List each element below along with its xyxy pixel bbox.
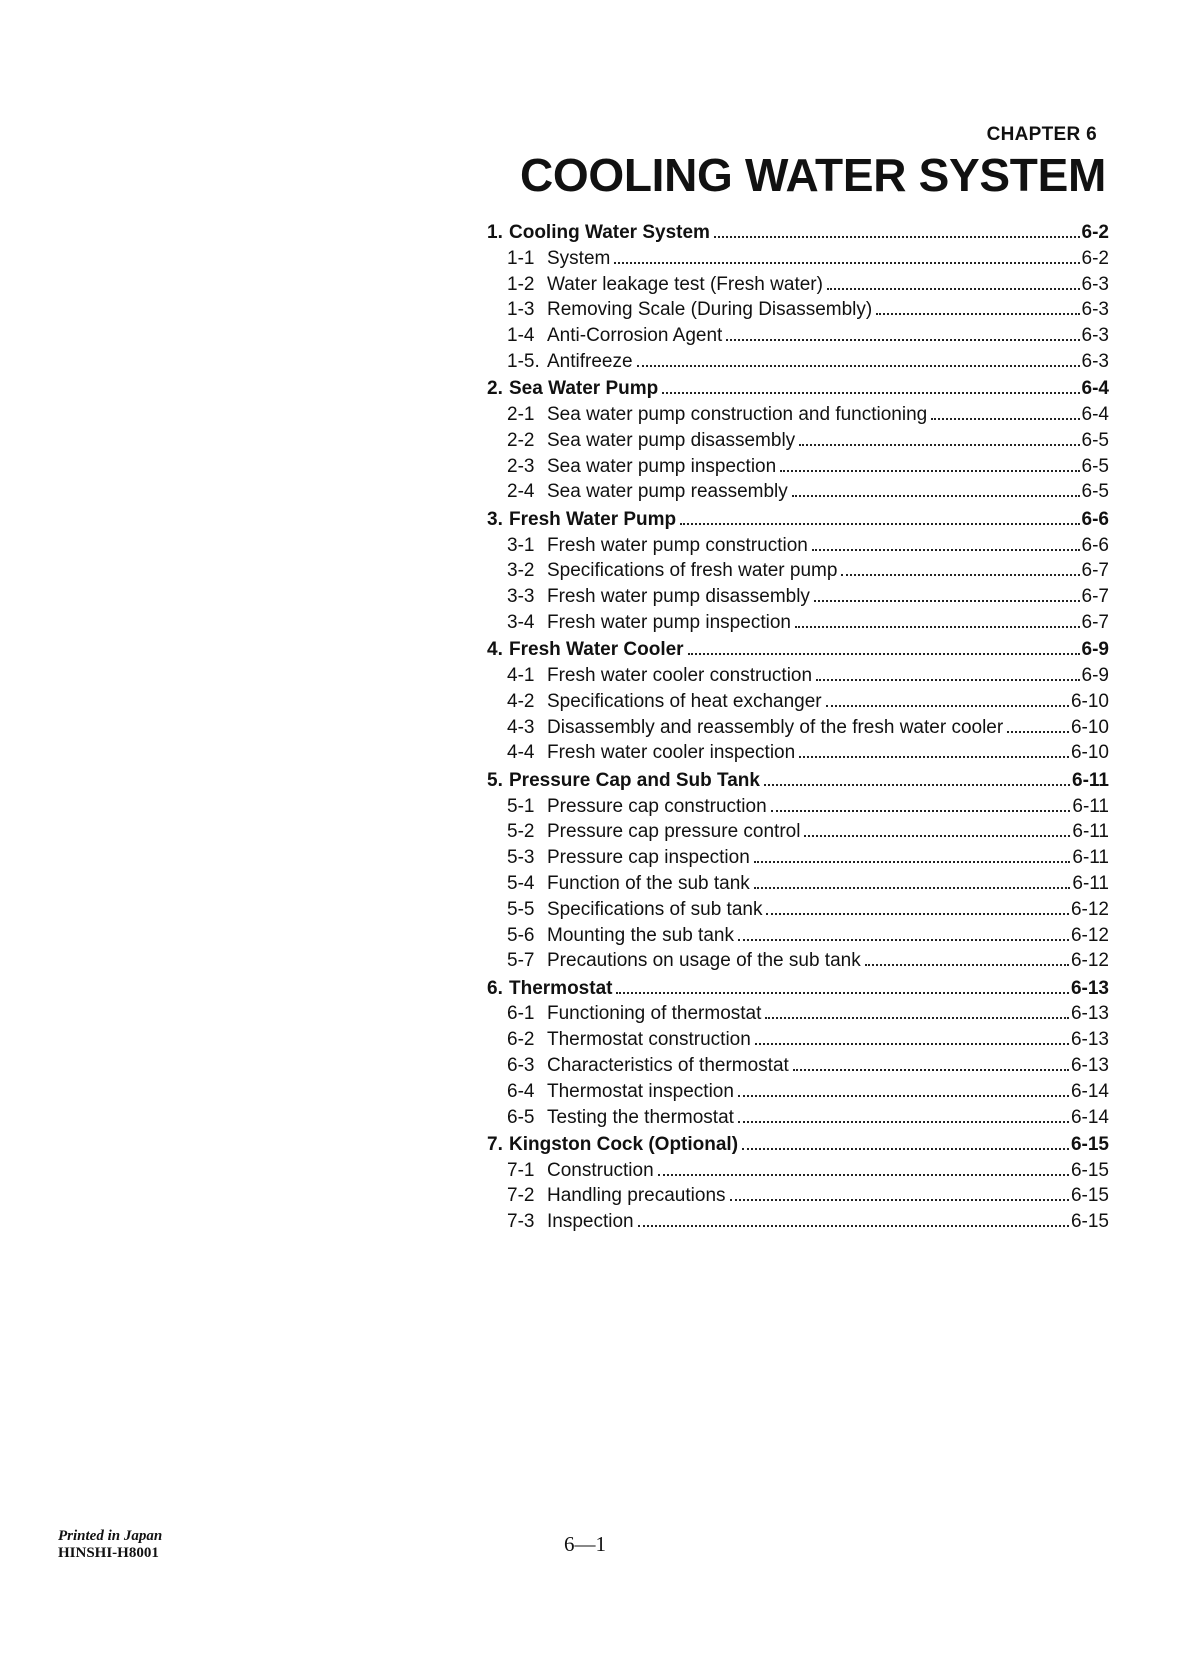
toc-section bbox=[487, 978, 1109, 1133]
toc-entry-page: 6-9 bbox=[1081, 639, 1109, 661]
toc-entry-number: 3. bbox=[487, 508, 503, 530]
toc-subsection-entry bbox=[487, 274, 1109, 300]
toc-subsection-entry bbox=[487, 796, 1109, 822]
table-of-contents bbox=[487, 222, 1109, 1239]
toc-subsection-entry bbox=[487, 404, 1109, 430]
dot-leader bbox=[814, 600, 1080, 602]
toc-entry-page: 6-12 bbox=[1070, 898, 1109, 920]
toc-subsection-entry bbox=[487, 1107, 1109, 1133]
toc-entry-number: 2-4 bbox=[507, 481, 535, 503]
dot-leader bbox=[714, 236, 1080, 238]
toc-entry-number: 4. bbox=[487, 639, 503, 661]
toc-entry-title: Cooling Water System bbox=[509, 222, 710, 243]
toc-entry-page: 6-9 bbox=[1081, 665, 1109, 687]
toc-subsection-entry bbox=[487, 899, 1109, 925]
toc-entry-page: 6-3 bbox=[1081, 299, 1109, 321]
dot-leader bbox=[931, 418, 1079, 420]
toc-entry-number: 4-1 bbox=[507, 665, 535, 687]
toc-entry-page: 6-6 bbox=[1081, 508, 1109, 530]
toc-entry-title: System bbox=[547, 247, 611, 269]
toc-entry-title: Fresh water cooler inspection bbox=[547, 742, 796, 764]
toc-section-entry bbox=[487, 509, 1109, 535]
toc-entry-number: 3-1 bbox=[507, 534, 535, 556]
toc-entry-page: 6-3 bbox=[1081, 350, 1109, 372]
toc-entry-page: 6-4 bbox=[1081, 404, 1109, 426]
toc-section bbox=[487, 770, 1109, 976]
toc-subsection-entry bbox=[487, 1185, 1109, 1211]
toc-entry-number: 5-3 bbox=[507, 847, 535, 869]
document-code: HINSHI-H8001 bbox=[58, 1545, 159, 1561]
toc-subsection-entry bbox=[487, 691, 1109, 717]
toc-entry-title: Function of the sub tank bbox=[547, 872, 750, 894]
dot-leader bbox=[730, 1199, 1069, 1201]
toc-entry-title: Thermostat construction bbox=[547, 1029, 751, 1051]
toc-entry-title: Sea water pump reassembly bbox=[547, 481, 788, 503]
toc-entry-page: 6-10 bbox=[1070, 690, 1109, 712]
toc-subsection-entry bbox=[487, 481, 1109, 507]
dot-leader bbox=[688, 653, 1080, 655]
dot-leader bbox=[658, 1174, 1069, 1176]
toc-entry-number: 2. bbox=[487, 378, 503, 400]
toc-entry-page: 6-3 bbox=[1081, 325, 1109, 347]
dot-leader bbox=[614, 262, 1079, 264]
toc-entry-number: 2-3 bbox=[507, 455, 535, 477]
printed-note bbox=[58, 1528, 162, 1562]
toc-entry-title: Construction bbox=[547, 1159, 654, 1181]
toc-entry-title: Fresh Water Cooler bbox=[509, 639, 684, 661]
toc-subsection-entry bbox=[487, 612, 1109, 638]
dot-leader bbox=[765, 1017, 1069, 1019]
toc-entry-page: 6-11 bbox=[1072, 769, 1109, 791]
toc-entry-number: 5-5 bbox=[507, 898, 535, 920]
toc-section-entry bbox=[487, 978, 1109, 1004]
dot-leader bbox=[755, 1043, 1069, 1045]
toc-entry-title: Pressure Cap and Sub Tank bbox=[509, 769, 760, 791]
toc-entry-page: 6-7 bbox=[1081, 560, 1109, 582]
toc-subsection-entry bbox=[487, 325, 1109, 351]
dot-leader bbox=[792, 495, 1080, 497]
toc-entry-number: 7-3 bbox=[507, 1211, 535, 1233]
toc-entry-title: Sea water pump construction and functioning bbox=[547, 404, 928, 426]
toc-entry-page: 6-12 bbox=[1070, 950, 1109, 972]
toc-entry-page: 6-15 bbox=[1070, 1211, 1109, 1233]
toc-entry-page: 6-7 bbox=[1081, 611, 1109, 633]
toc-entry-page: 6-10 bbox=[1070, 716, 1109, 738]
toc-entry-number: 1. bbox=[487, 222, 503, 243]
toc-subsection-entry bbox=[487, 560, 1109, 586]
toc-section bbox=[487, 1134, 1109, 1237]
dot-leader bbox=[795, 626, 1080, 628]
dot-leader bbox=[826, 705, 1069, 707]
toc-entry-title: Disassembly and reassembly of the fresh water cooler bbox=[547, 716, 1004, 738]
toc-entry-number: 4-2 bbox=[507, 690, 535, 712]
toc-subsection-entry bbox=[487, 351, 1109, 377]
toc-subsection-entry bbox=[487, 1160, 1109, 1186]
toc-entry-page: 6-6 bbox=[1081, 534, 1109, 556]
toc-entry-title: Specifications of fresh water pump bbox=[547, 560, 838, 582]
toc-entry-page: 6-5 bbox=[1081, 429, 1109, 451]
toc-entry-page: 6-11 bbox=[1072, 795, 1109, 817]
toc-entry-title: Functioning of thermostat bbox=[547, 1003, 762, 1025]
toc-entry-title: Sea water pump inspection bbox=[547, 455, 777, 477]
toc-entry-title: Fresh Water Pump bbox=[509, 508, 677, 530]
toc-section bbox=[487, 378, 1109, 507]
toc-entry-number: 1-5. bbox=[507, 350, 540, 372]
toc-subsection-entry bbox=[487, 717, 1109, 743]
toc-entry-title: Pressure cap construction bbox=[547, 795, 767, 817]
toc-subsection-entry bbox=[487, 456, 1109, 482]
toc-entry-page: 6-2 bbox=[1081, 222, 1109, 243]
toc-entry-title: Inspection bbox=[547, 1211, 634, 1233]
toc-entry-number: 7-2 bbox=[507, 1185, 535, 1207]
toc-section bbox=[487, 509, 1109, 638]
toc-entry-number: 1-4 bbox=[507, 325, 535, 347]
toc-subsection-entry bbox=[487, 873, 1109, 899]
toc-entry-number: 5. bbox=[487, 769, 503, 791]
toc-entry-number: 7-1 bbox=[507, 1159, 535, 1181]
toc-entry-title: Handling precautions bbox=[547, 1185, 726, 1207]
dot-leader bbox=[638, 1225, 1069, 1227]
toc-subsection-entry bbox=[487, 1029, 1109, 1055]
toc-subsection-entry bbox=[487, 742, 1109, 768]
toc-entry-number: 3-2 bbox=[507, 560, 535, 582]
dot-leader bbox=[754, 861, 1071, 863]
dot-leader bbox=[1007, 731, 1069, 733]
dot-leader bbox=[616, 992, 1069, 994]
toc-subsection-entry bbox=[487, 665, 1109, 691]
dot-leader bbox=[812, 549, 1080, 551]
toc-entry-number: 6-4 bbox=[507, 1080, 535, 1102]
page-number: 6—1 bbox=[564, 1532, 606, 1556]
toc-entry-page: 6-13 bbox=[1070, 1003, 1109, 1025]
toc-entry-title: Thermostat bbox=[509, 977, 613, 999]
toc-entry-number: 6. bbox=[487, 977, 503, 999]
dot-leader bbox=[680, 523, 1079, 525]
toc-entry-title: Fresh water pump inspection bbox=[547, 611, 791, 633]
toc-entry-title: Water leakage test (Fresh water) bbox=[547, 273, 823, 295]
toc-entry-title: Fresh water cooler construction bbox=[547, 665, 813, 687]
dot-leader bbox=[799, 756, 1069, 758]
toc-entry-number: 6-1 bbox=[507, 1003, 535, 1025]
toc-entry-title: Removing Scale (During Disassembly) bbox=[547, 299, 873, 321]
dot-leader bbox=[876, 313, 1079, 315]
toc-entry-number: 3-3 bbox=[507, 586, 535, 608]
toc-section-entry bbox=[487, 639, 1109, 665]
dot-leader bbox=[742, 1148, 1069, 1150]
toc-entry-page: 6-3 bbox=[1081, 273, 1109, 295]
printed-in-text: Printed in Japan bbox=[58, 1528, 163, 1544]
dot-leader bbox=[637, 365, 1080, 367]
toc-entry-number: 5-2 bbox=[507, 821, 535, 843]
toc-section bbox=[487, 639, 1109, 768]
dot-leader bbox=[793, 1069, 1069, 1071]
toc-entry-title: Fresh water pump disassembly bbox=[547, 586, 810, 608]
toc-entry-page: 6-7 bbox=[1081, 586, 1109, 608]
toc-entry-number: 1-2 bbox=[507, 273, 535, 295]
toc-entry-page: 6-5 bbox=[1081, 455, 1109, 477]
toc-entry-page: 6-12 bbox=[1070, 924, 1109, 946]
toc-entry-title: Anti-Corrosion Agent bbox=[547, 325, 723, 347]
toc-section-entry bbox=[487, 1134, 1109, 1160]
toc-entry-title: Sea Water Pump bbox=[509, 378, 659, 400]
toc-entry-page: 6-14 bbox=[1070, 1106, 1109, 1128]
toc-entry-page: 6-2 bbox=[1081, 247, 1109, 269]
toc-entry-page: 6-11 bbox=[1072, 847, 1109, 869]
toc-entry-page: 6-13 bbox=[1070, 1029, 1109, 1051]
toc-entry-number: 5-7 bbox=[507, 950, 535, 972]
toc-subsection-entry bbox=[487, 1211, 1109, 1237]
toc-subsection-entry bbox=[487, 1003, 1109, 1029]
toc-entry-title: Testing the thermostat bbox=[547, 1106, 734, 1128]
toc-entry-number: 6-5 bbox=[507, 1106, 535, 1128]
toc-entry-title: Characteristics of thermostat bbox=[547, 1055, 789, 1076]
toc-entry-title: Fresh water pump construction bbox=[547, 534, 808, 556]
toc-entry-title: Thermostat inspection bbox=[547, 1080, 734, 1102]
dot-leader bbox=[662, 392, 1079, 394]
toc-entry-number: 7. bbox=[487, 1133, 503, 1155]
toc-entry-page: 6-10 bbox=[1070, 742, 1109, 764]
toc-subsection-entry bbox=[487, 821, 1109, 847]
toc-entry-number: 1-1 bbox=[507, 247, 535, 269]
toc-entry-number: 2-2 bbox=[507, 429, 535, 451]
dot-leader bbox=[827, 288, 1080, 290]
toc-entry-number: 5-4 bbox=[507, 872, 535, 894]
toc-entry-page: 6-11 bbox=[1072, 821, 1109, 843]
dot-leader bbox=[799, 444, 1079, 446]
toc-entry-page: 6-13 bbox=[1070, 977, 1109, 999]
toc-section-entry bbox=[487, 378, 1109, 404]
toc-section-entry bbox=[487, 222, 1109, 248]
dot-leader bbox=[771, 810, 1071, 812]
dot-leader bbox=[738, 1095, 1069, 1097]
toc-subsection-entry bbox=[487, 586, 1109, 612]
toc-entry-number: 3-4 bbox=[507, 611, 535, 633]
toc-subsection-entry bbox=[487, 1081, 1109, 1107]
toc-entry-title: Sea water pump disassembly bbox=[547, 429, 796, 451]
dot-leader bbox=[865, 964, 1069, 966]
toc-entry-page: 6-5 bbox=[1081, 481, 1109, 503]
toc-entry-title: Mounting the sub tank bbox=[547, 924, 734, 946]
toc-entry-title: Precautions on usage of the sub tank bbox=[547, 950, 861, 972]
toc-entry-page: 6-15 bbox=[1070, 1133, 1109, 1155]
toc-subsection-entry bbox=[487, 950, 1109, 976]
dot-leader bbox=[841, 574, 1079, 576]
toc-entry-page: 6-14 bbox=[1070, 1080, 1109, 1102]
toc-entry-page: 6-13 bbox=[1070, 1055, 1109, 1076]
toc-subsection-entry bbox=[487, 1055, 1109, 1081]
toc-subsection-entry bbox=[487, 430, 1109, 456]
toc-entry-number: 4-4 bbox=[507, 742, 535, 764]
toc-section-entry bbox=[487, 770, 1109, 796]
toc-subsection-entry bbox=[487, 299, 1109, 325]
toc-subsection-entry bbox=[487, 535, 1109, 561]
dot-leader bbox=[738, 1121, 1069, 1123]
toc-entry-number: 2-1 bbox=[507, 404, 535, 426]
toc-section bbox=[487, 222, 1109, 377]
dot-leader bbox=[804, 835, 1070, 837]
chapter-title: COOLING WATER SYSTEM bbox=[519, 149, 1106, 201]
toc-entry-number: 1-3 bbox=[507, 299, 535, 321]
toc-entry-page: 6-15 bbox=[1070, 1159, 1109, 1181]
dot-leader bbox=[764, 784, 1070, 786]
dot-leader bbox=[816, 679, 1079, 681]
toc-entry-title: Pressure cap inspection bbox=[547, 847, 750, 869]
chapter-label: CHAPTER 6 bbox=[986, 124, 1097, 145]
toc-entry-page: 6-11 bbox=[1072, 872, 1109, 894]
toc-entry-number: 6-2 bbox=[507, 1029, 535, 1051]
toc-entry-title: Antifreeze bbox=[547, 350, 633, 372]
toc-subsection-entry bbox=[487, 248, 1109, 274]
toc-entry-title: Specifications of heat exchanger bbox=[547, 690, 822, 712]
toc-entry-title: Kingston Cock (Optional) bbox=[509, 1133, 739, 1155]
dot-leader bbox=[780, 470, 1079, 472]
dot-leader bbox=[766, 913, 1069, 915]
toc-entry-number: 4-3 bbox=[507, 716, 535, 738]
dot-leader bbox=[726, 339, 1079, 341]
dot-leader bbox=[754, 887, 1071, 889]
toc-entry-number: 5-1 bbox=[507, 795, 535, 817]
dot-leader bbox=[738, 939, 1069, 941]
toc-entry-number: 5-6 bbox=[507, 924, 535, 946]
toc-subsection-entry bbox=[487, 925, 1109, 951]
toc-subsection-entry bbox=[487, 847, 1109, 873]
toc-entry-page: 6-4 bbox=[1081, 378, 1109, 400]
toc-entry-number: 6-3 bbox=[507, 1055, 535, 1076]
toc-entry-page: 6-15 bbox=[1070, 1185, 1109, 1207]
toc-entry-title: Pressure cap pressure control bbox=[547, 821, 801, 843]
toc-entry-title: Specifications of sub tank bbox=[547, 898, 763, 920]
